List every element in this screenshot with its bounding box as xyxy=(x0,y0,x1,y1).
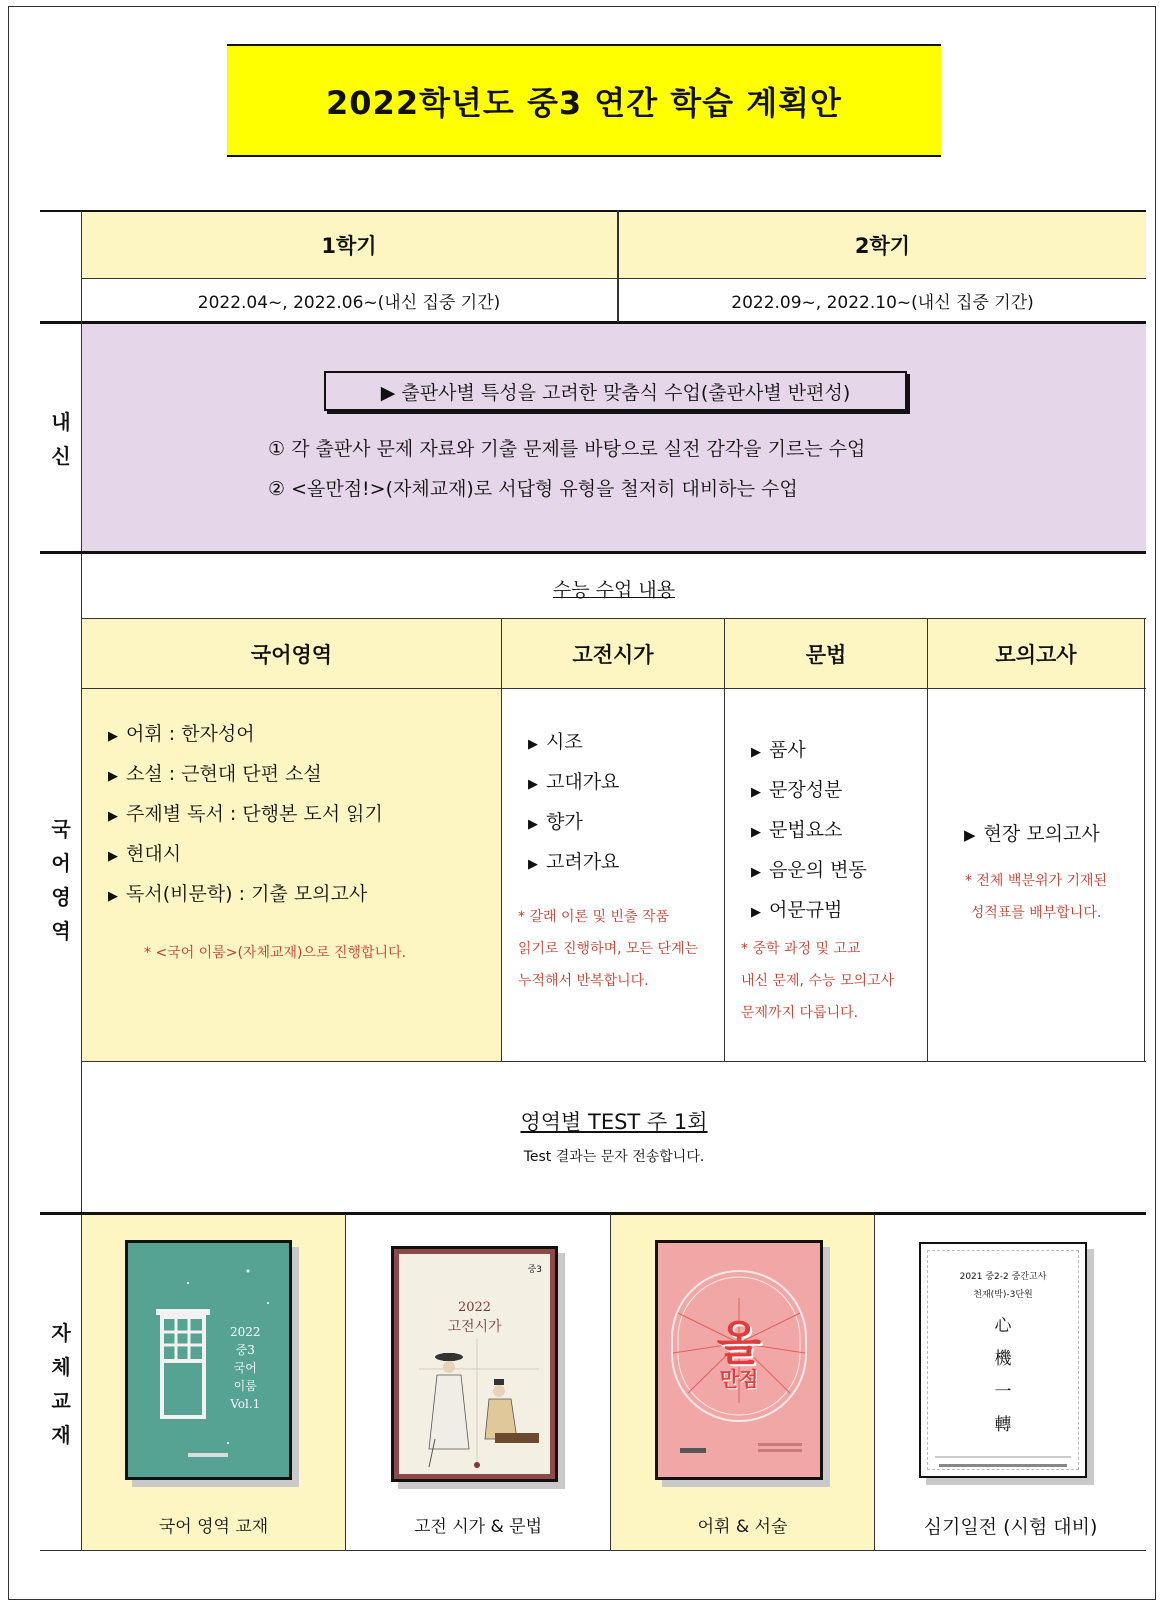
list-item: ▶ 문장성분 xyxy=(751,779,843,801)
list-item: ▶ 독서(비문학) : 기출 모의고사 xyxy=(108,883,368,905)
scholars-illustration-icon xyxy=(399,1339,556,1479)
col-body-classic-poetry xyxy=(502,689,724,1061)
book-1-caption: 국어 영역 교재 xyxy=(158,1517,269,1537)
col-header-grammar: 문법 xyxy=(725,619,927,688)
col-header-korean: 국어영역 xyxy=(82,619,501,688)
list-item: ▶ 문법요소 xyxy=(751,819,843,841)
list-item: ▶ 현장 모의고사 xyxy=(964,823,1100,845)
page-title: 2022학년도 중3 연간 학습 계획안 xyxy=(227,44,941,157)
list-item: ▶ 어휘 : 한자성어 xyxy=(108,723,255,745)
semester-2-period: 2022.09~, 2022.10~(내신 집중 기간) xyxy=(731,292,1034,313)
materials-side-label: 자 체 교 재 xyxy=(51,1321,71,1447)
list-item: ▶ 어문규범 xyxy=(751,899,843,921)
col-body-grammar xyxy=(725,689,927,1061)
semester-2-label: 2학기 xyxy=(854,234,911,258)
list-item: ▶ 음운의 변동 xyxy=(751,859,867,881)
korean-note: * <국어 이룸>(자체교재)으로 진행합니다. xyxy=(144,945,407,961)
test-title: 영역별 TEST 주 1회 xyxy=(520,1110,708,1134)
naesin-banner: ▶ 출판사별 특성을 고려한 맞춤식 수업(출판사별 반편성) xyxy=(324,371,907,411)
book-1-cover-text: 2022 중3 국어 이룸 Vol.1 xyxy=(230,1325,261,1411)
list-item: ▶ 현대시 xyxy=(108,843,182,865)
list-item: ▶ 품사 xyxy=(751,739,806,761)
col-body-korean xyxy=(82,689,501,1061)
list-item: ▶ 시조 xyxy=(528,731,583,753)
korean-side-label: 국 어 영 역 xyxy=(51,817,71,943)
col-header-mock-exam: 모의고사 xyxy=(928,619,1144,688)
book-cover-olmanjeom: 올 만점 xyxy=(655,1240,823,1480)
test-note: Test 결과는 문자 전송합니다. xyxy=(523,1149,705,1165)
suneung-section-title: 수능 수업 내용 xyxy=(552,578,676,601)
cover-footer-lines xyxy=(921,1452,1085,1472)
book-2-caption: 고전 시가 & 문법 xyxy=(414,1517,542,1537)
naesin-side-label: 내 신 xyxy=(51,410,71,468)
book-cover-korean-irum xyxy=(125,1240,292,1480)
semester-1-label: 1학기 xyxy=(321,234,377,258)
book-3-caption: 어휘 & 서술 xyxy=(697,1517,788,1537)
book-cover-classic-poetry: 중3 2022 고전시가 xyxy=(391,1246,558,1482)
book-4-caption: 심기일전 (시험 대비) xyxy=(923,1516,1098,1538)
list-item: ▶ 고대가요 xyxy=(528,771,620,793)
book-cover-simgiiljeon: 2021 중2-2 중간고사 천재(박)-3단원 心 機 一 轉 xyxy=(919,1242,1087,1478)
mock-exam-note: * 전체 백분위가 기재된 성적표를 배부합니다. xyxy=(964,873,1108,921)
list-item: ▶ 주제별 독서 : 단행본 도서 읽기 xyxy=(108,803,383,825)
col-header-classic-poetry: 고전시가 xyxy=(502,619,724,688)
window-icon xyxy=(128,1243,289,1477)
naesin-line-1: ① 각 출판사 문제 자료와 기출 문제를 바탕으로 실전 감각을 기르는 수업 xyxy=(268,438,866,460)
semester-1-period: 2022.04~, 2022.06~(내신 집중 기간) xyxy=(197,292,501,313)
list-item: ▶ 고려가요 xyxy=(528,851,620,873)
list-item: ▶ 향가 xyxy=(528,811,583,833)
col-body-mock-exam xyxy=(928,689,1144,1061)
classic-poetry-note: * 갈래 이론 및 빈출 작품 읽기로 진행하며, 모든 단계는 누적해서 반복합니다. xyxy=(518,909,699,989)
grammar-note: * 중학 과정 및 고교 내신 문제, 수능 모의고사 문제까지 다룹니다. xyxy=(741,941,895,1021)
naesin-line-2: ② <올만점!>(자체교재)로 서답형 유형을 철저히 대비하는 수업 xyxy=(268,478,798,500)
list-item: ▶ 소설 : 근현대 단편 소설 xyxy=(108,763,322,785)
